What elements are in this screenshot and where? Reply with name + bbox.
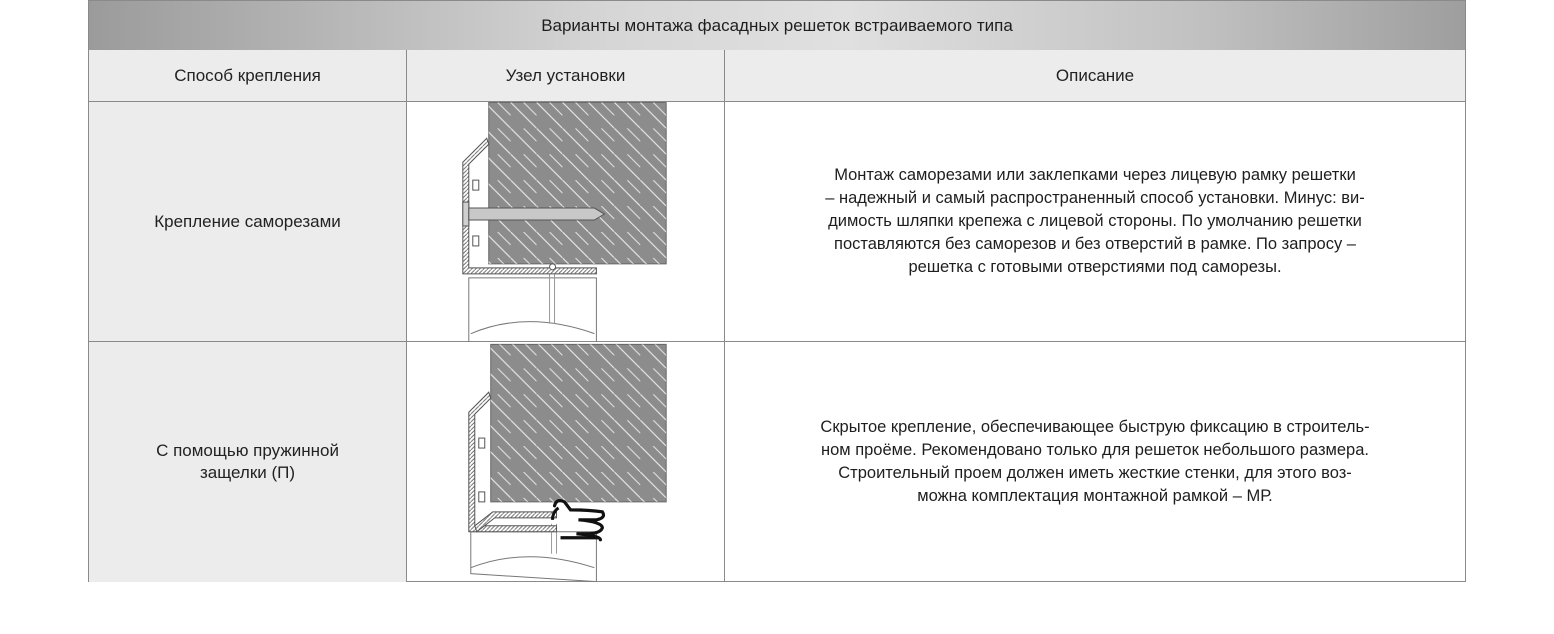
description-line: димость шляпки крепежа с лицевой стороны. По умолчанию решетки bbox=[828, 212, 1362, 230]
description-line: можна комплектация монтажной рамкой – МР. bbox=[917, 487, 1273, 505]
method-line: защелки (П) bbox=[199, 463, 296, 482]
description-line: решетка с готовыми отверстиями под саморезы. bbox=[908, 258, 1282, 276]
table-row bbox=[89, 102, 1465, 342]
header-method: Способ крепления bbox=[89, 50, 407, 101]
description-line: Строительный проем должен иметь жесткие стенки, для этого воз- bbox=[838, 464, 1352, 482]
description-cell bbox=[725, 102, 1465, 341]
method-cell bbox=[89, 102, 407, 341]
description-line: Скрытое крепление, обеспечивающее быструю фиксацию в строитель- bbox=[820, 418, 1370, 436]
description-line: поставляются без саморезов и без отверстий в рамке. По запросу – bbox=[834, 235, 1356, 253]
illustration-cell bbox=[407, 102, 725, 341]
description-line: – надежный и самый распространенный способ установки. Минус: ви- bbox=[825, 189, 1365, 207]
table-row bbox=[89, 342, 1465, 582]
description-cell bbox=[725, 342, 1465, 582]
spring-latch-illustration bbox=[407, 342, 724, 582]
description-line: Монтаж саморезами или заклепками через лицевую рамку решетки bbox=[834, 166, 1356, 184]
duct-wall bbox=[469, 271, 597, 341]
header-node: Узел установки bbox=[407, 50, 725, 101]
method-line: Крепление саморезами bbox=[154, 211, 341, 231]
method-line: С помощью пружинной bbox=[156, 441, 339, 460]
table-title: Варианты монтажа фасадных решеток встраиваемого типа bbox=[89, 1, 1465, 51]
screw-mount-illustration bbox=[407, 102, 724, 342]
method-cell bbox=[89, 342, 407, 582]
mounting-table bbox=[88, 0, 1466, 582]
description-line: ном проёме. Рекомендовано только для решеток небольшого размера. bbox=[820, 441, 1369, 459]
illustration-cell bbox=[407, 342, 725, 582]
header-description: Описание bbox=[1055, 65, 1135, 85]
header-row bbox=[89, 50, 1465, 102]
